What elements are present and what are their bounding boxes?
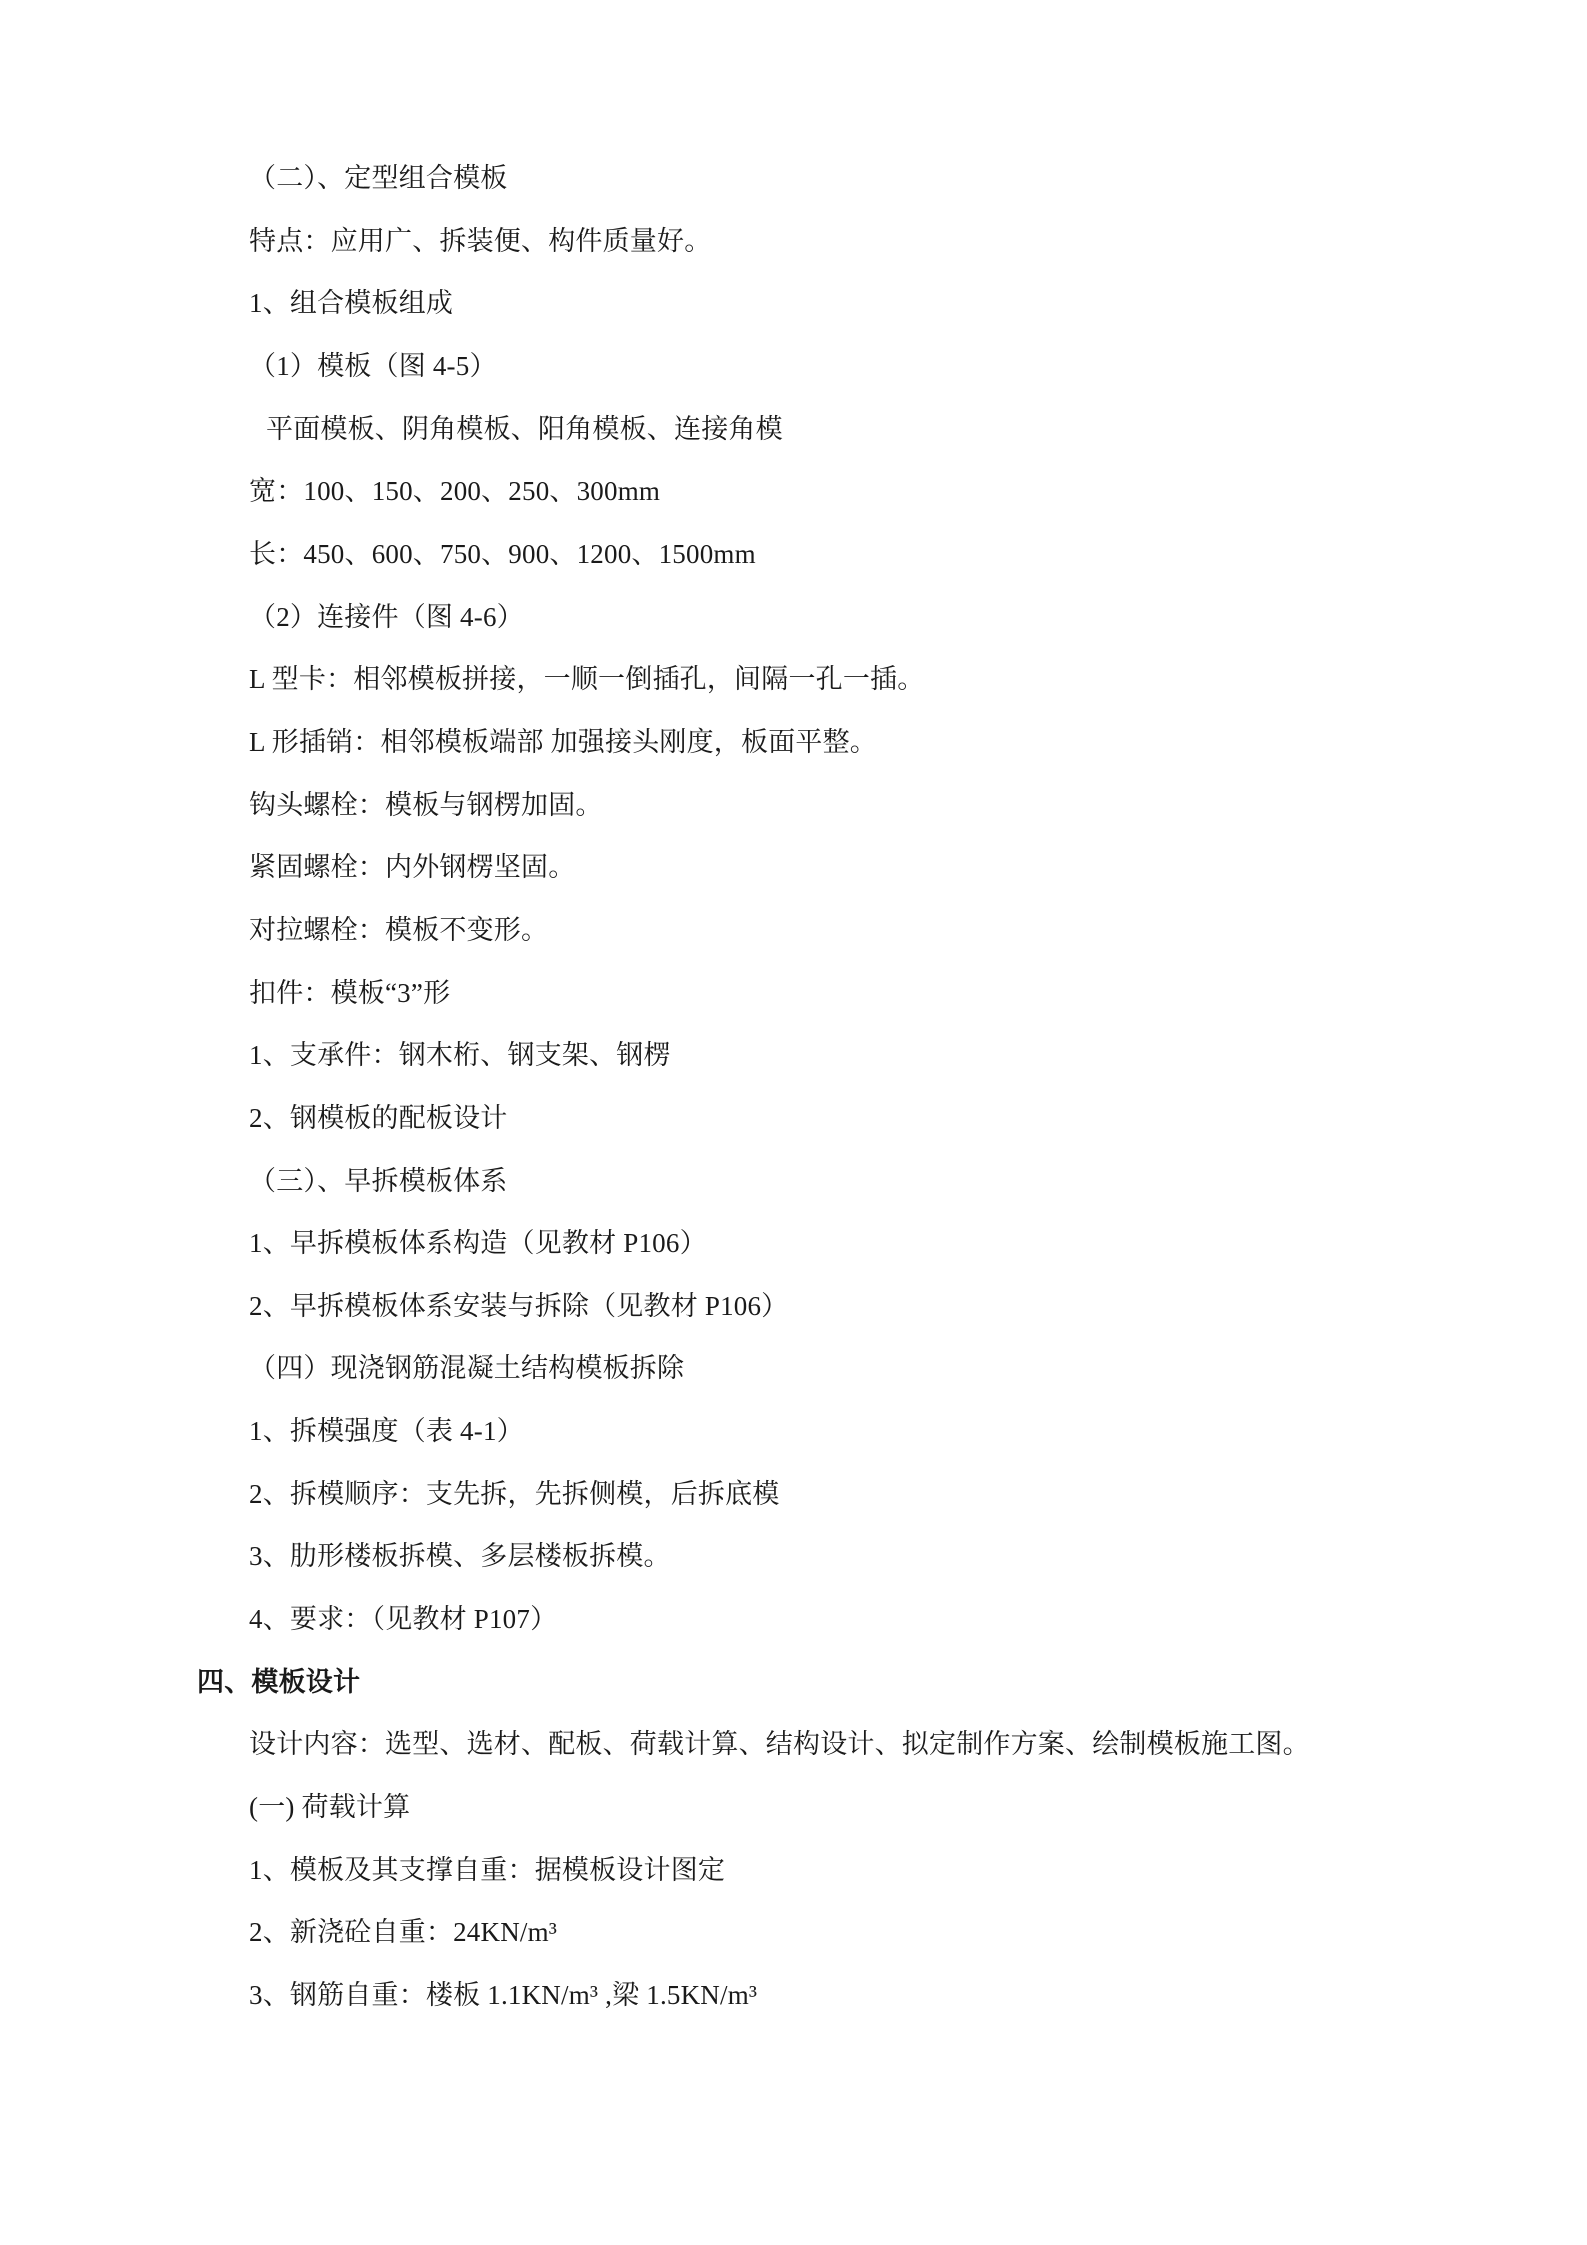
list-item: 3、肋形楼板拆模、多层楼板拆模。 [249, 1541, 671, 1572]
text-line: 对拉螺栓：模板不变形。 [249, 914, 549, 945]
section-heading: 四、模板设计 [197, 1666, 361, 1697]
subsection-title: （二）、定型组合模板 [249, 163, 508, 193]
list-item: 4、要求：（见教材 P107） [249, 1604, 558, 1635]
text-line: 平面模板、阴角模板、阳角模板、连接角模 [266, 413, 783, 444]
list-item: 1、支承件：钢木桁、钢支架、钢楞 [249, 1040, 671, 1071]
text-line: 钩头螺栓：模板与钢楞加固。 [249, 789, 603, 820]
list-item: 2、早拆模板体系安装与拆除（见教材 P106） [249, 1290, 789, 1321]
subsection-title: (一) 荷载计算 [249, 1792, 411, 1823]
list-item: 1、模板及其支撑自重：据模板设计图定 [249, 1854, 726, 1885]
text-line: 长：450、600、750、900、1200、1500mm [249, 538, 756, 569]
list-item: 1、组合模板组成 [249, 288, 454, 319]
list-item: （2）连接件（图 4-6） [249, 601, 524, 632]
text-line: 设计内容：选型、选材、配板、荷载计算、结构设计、拟定制作方案、绘制模板施工图。 [249, 1729, 1310, 1760]
list-item: 2、钢模板的配板设计 [249, 1102, 508, 1133]
list-item: 3、钢筋自重：楼板 1.1KN/m³ ,梁 1.5KN/m³ [249, 1980, 758, 2011]
text-line: 特点：应用广、拆装便、构件质量好。 [249, 225, 712, 256]
text-line: L 型卡：相邻模板拼接，一顺一倒插孔，间隔一孔一插。 [249, 664, 925, 695]
list-item: 1、拆模强度（表 4-1） [249, 1416, 524, 1447]
text-line: 宽：100、150、200、250、300mm [249, 476, 661, 507]
document-body [197, 147, 1449, 2027]
list-item: 2、拆模顺序：支先拆，先拆侧模，后拆底模 [249, 1478, 780, 1509]
list-item: 1、早拆模板体系构造（见教材 P106） [249, 1228, 707, 1259]
list-item: 2、新浇砼自重：24KN/m³ [249, 1917, 558, 1948]
text-line: 紧固螺栓：内外钢楞坚固。 [249, 852, 576, 883]
text-line: L 形插销：相邻模板端部 加强接头刚度，板面平整。 [249, 726, 877, 757]
text-line: 扣件：模板“3”形 [249, 977, 451, 1008]
subsection-title: （三）、早拆模板体系 [249, 1165, 508, 1196]
subsection-title: （四）现浇钢筋混凝土结构模板拆除 [249, 1353, 685, 1384]
list-item: （1）模板（图 4-5） [249, 350, 497, 381]
